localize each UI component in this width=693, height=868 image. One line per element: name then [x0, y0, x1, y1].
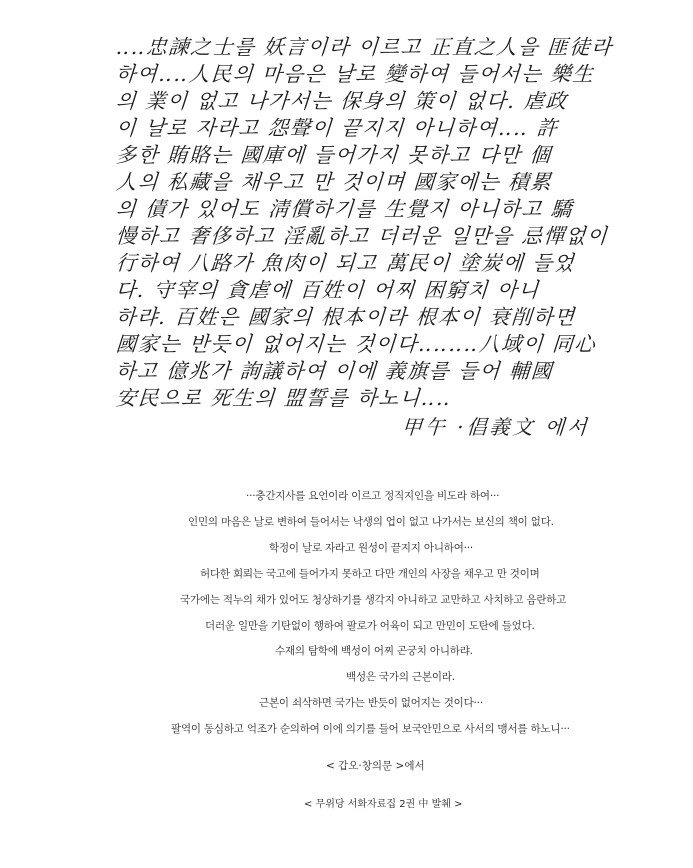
translation-line: 수재의 탐학에 백성이 어찌 곤궁치 아니하랴.: [275, 645, 473, 657]
calligraphy-line: 安民으로 死生의 盟誓를 하노니‥‥: [115, 386, 453, 410]
calligraphy-signature: 甲午 ·倡義文 에서: [401, 415, 591, 439]
calligraphy-line: 하랴. 百姓은 國家의 根本이라 根本이 衰削하면: [115, 305, 577, 329]
calligraphy-artwork: [116, 30, 693, 460]
calligraphy-line: 의 業이 없고 나가서는 保身의 策이 없다. 虐政: [115, 89, 569, 113]
calligraphy-line: ‥‥忠諫之士를 妖言이라 이르고 正直之人을 匪徒라: [115, 35, 614, 59]
calligraphy-line: 의 債가 있어도 淸償하기를 生覺지 아니하고 驕: [115, 197, 574, 221]
translation-line: 백성은 국가의 근본이라.: [346, 671, 455, 683]
translation-credit: < 무위당 서화자료집 2권 中 발췌 >: [304, 799, 463, 810]
calligraphy-line: 行하여 八路가 魚肉이 되고 萬民이 塗炭에 들었: [115, 251, 576, 275]
calligraphy-line: 이 날로 자라고 怨聲이 끝지지 아니하여‥‥ 許: [115, 116, 560, 140]
translation-line: 학정이 날로 자라고 원성이 끝지지 아니하여···: [269, 542, 474, 554]
translation-source: < 갑오·창의문 >에서: [326, 760, 425, 772]
translation-line: 팔역이 동심하고 억조가 순의하여 이에 의기를 들어 보국안민으로 사서의 맹서를 하노니···: [171, 723, 570, 735]
calligraphy-line: 하여‥‥人民의 마음은 날로 變하여 들어서는 樂生: [115, 62, 596, 86]
translation-line: ···충간지사를 요언이라 이르고 정직지인을 비도라 하여···: [246, 490, 500, 502]
calligraphy-line: 慢하고 奢侈하고 淫亂하고 더러운 일만을 忌憚없이: [115, 224, 610, 248]
calligraphy-line: 다. 守宰의 貪虐에 百姓이 어찌 困窮치 아니: [115, 278, 541, 302]
translation-line: 근본이 쇠삭하면 국가는 반듯이 없어지는 것이다···: [259, 697, 483, 709]
calligraphy-line: 하고 億兆가 詢議하여 이에 義旗를 들어 輔國: [115, 359, 554, 383]
calligraphy-line: 人의 私藏을 채우고 만 것이며 國家에는 積累: [115, 170, 554, 194]
calligraphy-line: 多한 賄賂는 國庫에 들어가지 못하고 다만 個: [115, 143, 553, 167]
translation-line: 인민의 마음은 날로 변하여 들어서는 낙생의 업이 없고 나가서는 보신의 책이 없다.: [188, 516, 554, 528]
calligraphy-line: 國家는 반듯이 없어지는 것이다‥‥‥‥八域이 同心: [115, 332, 598, 356]
translation-line: 허다한 회뢰는 국고에 들어가지 못하고 다만 개인의 사장을 채우고 만 것이며: [200, 568, 540, 580]
translation-line: 국가에는 적누의 채가 있어도 청상하기를 생각지 아니하고 교만하고 사치하고 음란하고: [180, 594, 567, 606]
translation-line: 더러운 일만을 기탄없이 행하여 팔로가 어육이 되고 만민이 도탄에 들었다.: [205, 620, 535, 632]
